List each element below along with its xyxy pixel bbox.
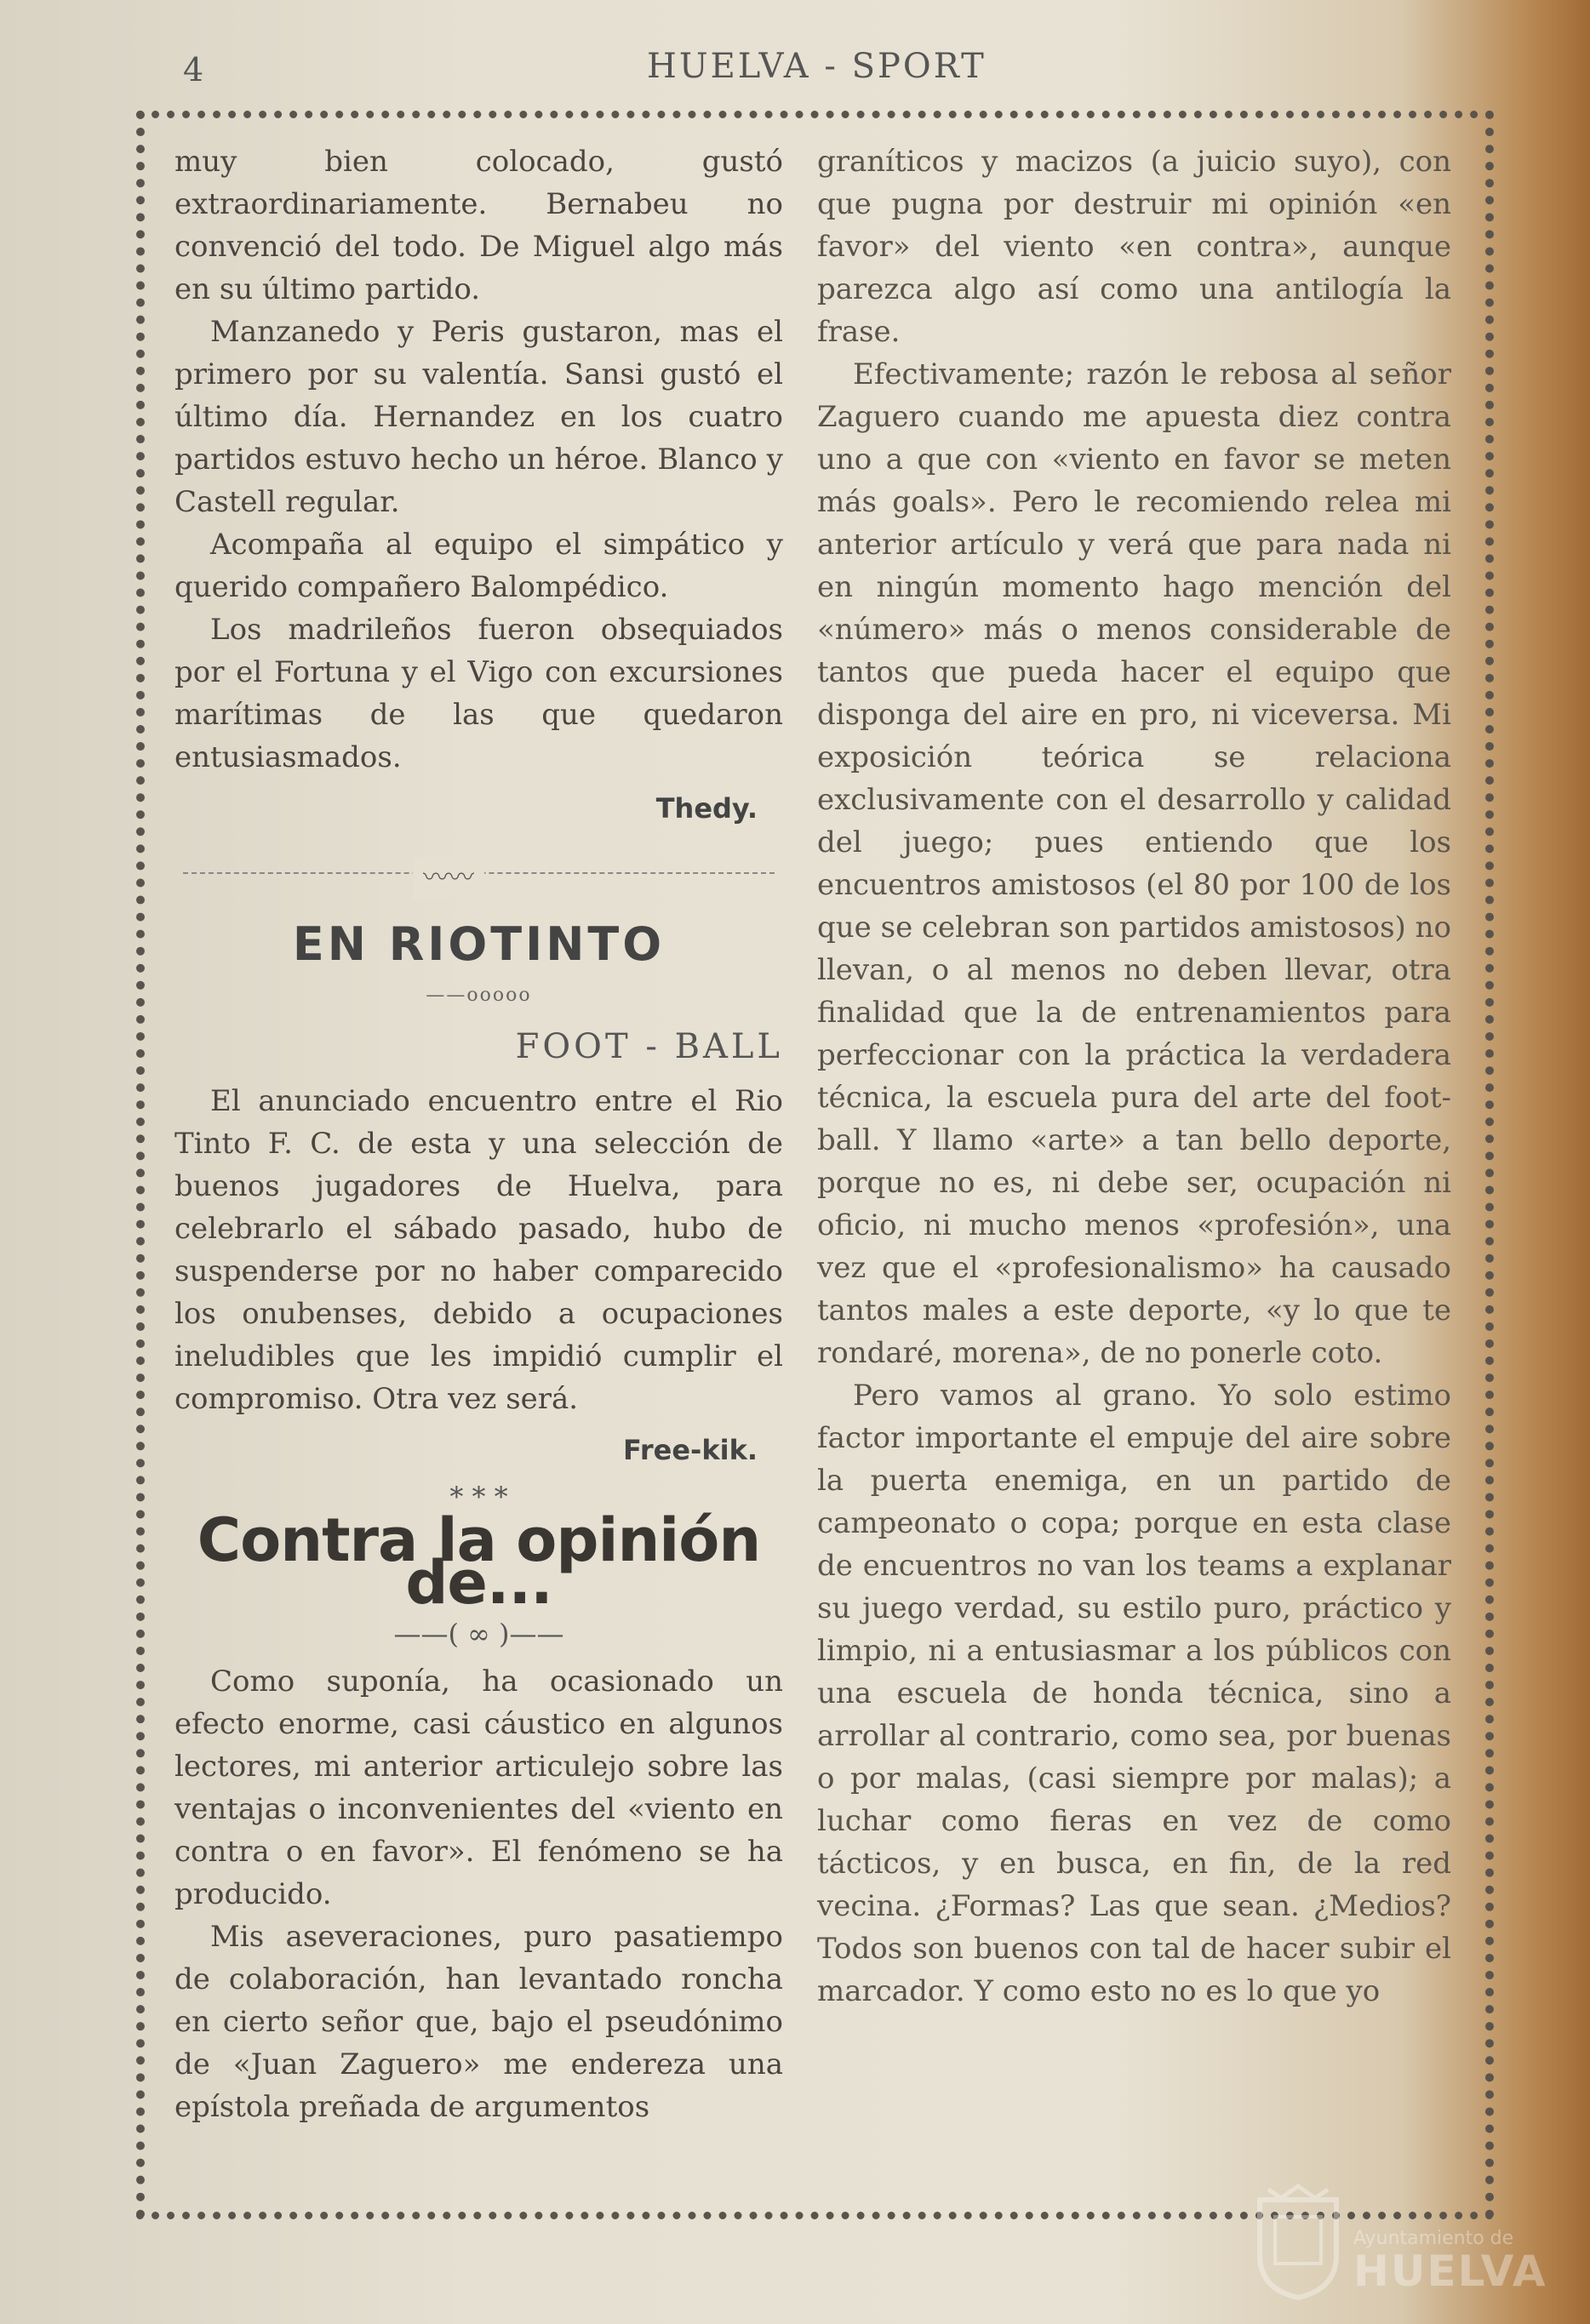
paragraph: El anunciado encuentro entre el Rio Tinto F. C. de esta y una selección de buenos jugadores de Huelva, para celebrarlo el sábado pasado, hubo de suspenderse por no haber comparecido los onubenses, debido a ocupaciones ineludibles que les impidió cumplir el compromiso. Otra vez será.	[174, 1084, 783, 1416]
section-divider	[174, 855, 783, 893]
paragraph: muy bien colocado, gustó extraordinariamente. Bernabeu no convenció del todo. De Miguel algo más en su último partido.	[174, 145, 783, 306]
paragraph: Efectivamente; razón le rebosa al señor Zaguero cuando me apuesta diez contra uno a que con «viento en favor se meten más goals». Pero le recomiendo relea mi anterior artículo y verá que para nada ni en ningún momento hago mención del «número» más o menos considerable de tantos que pueda hacer el equipo que disponga del aire en pro, ni viceversa. Mi exposición teórica se relaciona exclusivamente con el desarrollo y calidad del juego; pues entiendo que los encuentros amistosos (el 80 por 100 de los que se celebran son partidos amistosos) no llevan, o al menos no deben llevar, otra finalidad que la de entrenamientos para perfeccionar con la práctica la verdadera técnica, la escuela pura del arte del foot-ball. Y llamo «arte» a tan bello deporte, porque no es, ni debe ser, ocupación ni oficio, ni mucho menos «profesión», una vez que el «profesionalismo» ha causado tantos males a este deporte, «y lo que te rondaré, morena», de no ponerle coto.	[817, 357, 1451, 1370]
article-title: Contra la opinión de...	[197, 1505, 761, 1618]
paragraph: Mis aseveraciones, puro pasatiempo de colaboración, han levantado roncha en cierto señor que, bajo el pseudónimo de «Juan Zaguero» me endereza una epístola preñada de argumentos	[174, 1920, 783, 2124]
signature-thedy: Thedy.	[655, 792, 758, 825]
asterism: * * *	[449, 1481, 508, 1513]
left-column	[174, 140, 783, 2128]
archive-watermark	[1251, 2161, 1558, 2315]
flourish-icon: 〰〰	[413, 857, 484, 899]
running-head: HUELVA - SPORT	[647, 47, 987, 86]
section-title: EN RIOTINTO	[292, 917, 666, 971]
article-ornament: ——( ∞ )——	[393, 1618, 564, 1650]
subsection-title: FOOT - BALL	[515, 1027, 783, 1066]
paragraph: Manzanedo y Peris gustaron, mas el primero por su valentía. Sansi gustó el último día. Hernandez en los cuatro partidos estuvo hecho un héroe. Blanco y Castell regular.	[174, 315, 783, 519]
paragraph: Pero vamos al grano. Yo solo estimo factor importante el empuje del aire sobre la puerta enemiga, en un partido de campeonato o copa; porque en esta clase de encuentros no van los teams a explanar su juego verdad, su estilo puro, práctico y limpio, ni a entusiasmar a los públicos con una escuela de honda técnica, sino a arrollar al contrario, como sea, por buenas o por malas, (casi siempre por malas); a luchar como fieras en vez de como tácticos, y en busca, en fin, de la red vecina. ¿Formas? Las que sean. ¿Medios? Todos son buenos con tal de hacer subir el marcador. Y como esto no es lo que yo	[817, 1379, 1451, 2008]
watermark-line2: HUELVA	[1353, 2247, 1547, 2296]
signature-free-kik: Free-kik.	[623, 1434, 758, 1466]
right-column	[817, 140, 1451, 2013]
ornament: ——ooooo	[426, 985, 532, 1006]
paragraph: Los madrileños fueron obsequiados por el Fortuna y el Vigo con excursiones marítimas de las que quedaron entusiasmados.	[174, 613, 783, 774]
paragraph: Acompaña al equipo el simpático y querido compañero Balompédico.	[174, 528, 783, 604]
city-shield-icon	[1251, 2183, 1345, 2302]
paragraph: Como suponía, ha ocasionado un efecto enorme, casi cáustico en algunos lectores, mi anterior articulejo sobre las ventajas o inconvenientes del «viento en contra o en favor». El fenómeno se ha producido.	[174, 1664, 783, 1911]
paragraph: graníticos y macizos (a juicio suyo), con que pugna por destruir mi opinión «en favor» del viento «en contra», aunque parezca algo así como una antilogía la frase.	[817, 145, 1451, 349]
watermark-line1: Ayuntamiento de	[1353, 2228, 1514, 2249]
page-number: 4	[183, 51, 204, 89]
